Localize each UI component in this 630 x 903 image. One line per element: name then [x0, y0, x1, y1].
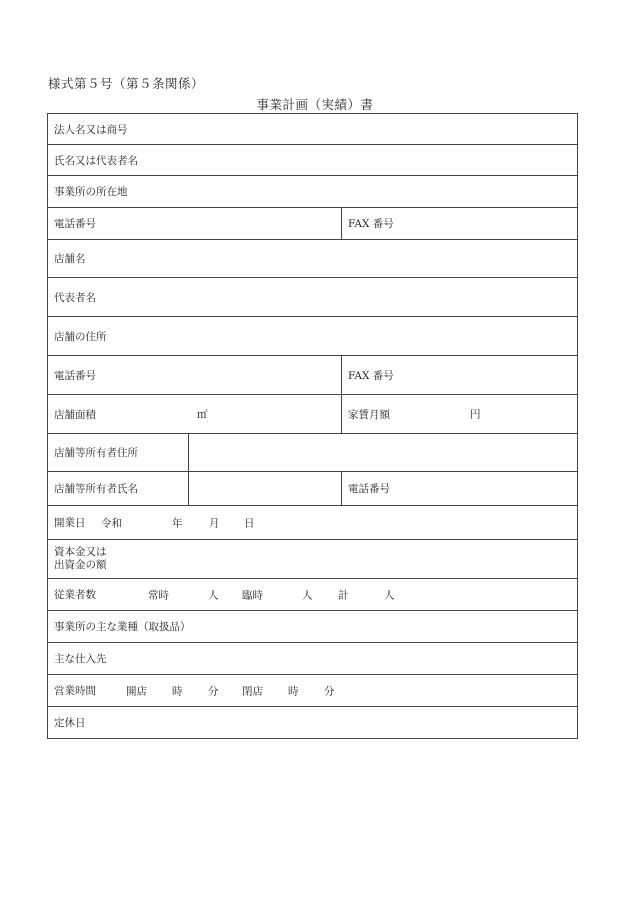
- holiday-field[interactable]: [48, 707, 578, 739]
- rent-unit-label: 円: [470, 408, 481, 421]
- row-suppliers: [48, 643, 578, 675]
- day-unit-label: 日: [244, 517, 255, 529]
- suppliers-field[interactable]: [48, 643, 578, 675]
- regular-person-unit: 人: [208, 589, 219, 601]
- business-hours-field[interactable]: [48, 675, 578, 707]
- row-store-representative: [48, 278, 578, 317]
- era-label: 令和: [101, 517, 122, 529]
- employees-label: 従業者数: [54, 589, 96, 601]
- corporate-name-label: 法人名又は商号: [54, 123, 128, 136]
- rent-field[interactable]: [342, 395, 578, 434]
- owner-name-label: 店舗等所有者氏名: [54, 483, 138, 495]
- temporary-person-unit: 人: [302, 589, 313, 601]
- open-minute-unit: 分: [208, 685, 219, 697]
- office-address-field[interactable]: [48, 176, 578, 208]
- close-label: 閉店: [242, 685, 263, 697]
- representative-name-label: 氏名又は代表者名: [54, 154, 138, 167]
- capital-field[interactable]: [48, 540, 578, 579]
- rent-label: 家賃月額: [348, 408, 390, 421]
- opening-date-label: 開業日: [54, 517, 86, 529]
- holiday-label: 定休日: [54, 717, 86, 729]
- office-fax-field[interactable]: [342, 208, 578, 240]
- corporate-name-field[interactable]: [48, 114, 578, 145]
- row-office-address: [48, 176, 578, 208]
- open-label: 開店: [126, 685, 147, 697]
- store-area-field[interactable]: [48, 395, 342, 434]
- owner-address-label-cell: [48, 434, 189, 472]
- area-unit-label: ㎡: [197, 408, 208, 421]
- close-hour-unit: 時: [288, 685, 299, 697]
- row-owner-address: [48, 434, 578, 472]
- store-fax-field[interactable]: [342, 356, 578, 395]
- opening-date-field[interactable]: [48, 506, 578, 540]
- total-person-unit: 人: [384, 589, 395, 601]
- row-opening-date: [48, 506, 578, 540]
- row-business-type: [48, 611, 578, 643]
- document-title: 事業計画（実績）書: [256, 97, 374, 112]
- row-business-hours: [48, 675, 578, 707]
- row-store-address: [48, 317, 578, 356]
- store-address-field[interactable]: [48, 317, 578, 356]
- row-office-contact: [48, 208, 578, 240]
- store-fax-label: FAX 番号: [348, 369, 394, 382]
- capital-label-line2: 出資金の額: [54, 559, 107, 571]
- employees-field[interactable]: [48, 579, 578, 611]
- row-area-rent: [48, 395, 578, 434]
- form-number: 様式第５号（第５条関係）: [48, 76, 205, 91]
- store-representative-field[interactable]: [48, 278, 578, 317]
- row-employees: [48, 579, 578, 611]
- store-area-label: 店舗面積: [54, 408, 96, 421]
- capital-label-line1: 資本金又は: [54, 546, 107, 558]
- owner-address-label: 店舗等所有者住所: [54, 447, 138, 459]
- office-phone-label: 電話番号: [54, 218, 96, 230]
- office-phone-field[interactable]: [48, 208, 342, 240]
- store-phone-field[interactable]: [48, 356, 342, 395]
- row-store-contact: [48, 356, 578, 395]
- representative-name-field[interactable]: [48, 145, 578, 176]
- suppliers-label: 主な仕入先: [54, 653, 107, 665]
- row-store-name: [48, 240, 578, 278]
- row-owner-name: [48, 472, 578, 506]
- business-type-label: 事業所の主な業種（取扱品）: [54, 621, 191, 633]
- open-hour-unit: 時: [172, 685, 183, 697]
- store-address-label: 店舗の住所: [54, 330, 107, 343]
- close-minute-unit: 分: [324, 685, 335, 697]
- business-plan-form: [47, 113, 578, 739]
- regular-label: 常時: [148, 589, 169, 601]
- year-unit-label: 年: [172, 517, 183, 529]
- temporary-label: 臨時: [242, 589, 263, 601]
- store-representative-label: 代表者名: [54, 291, 96, 304]
- row-holiday: [48, 707, 578, 739]
- total-label: 計: [338, 589, 349, 601]
- store-name-field[interactable]: [48, 240, 578, 278]
- row-representative-name: [48, 145, 578, 176]
- row-corporate-name: [48, 114, 578, 145]
- store-phone-label: 電話番号: [54, 369, 96, 382]
- owner-phone-label: 電話番号: [348, 483, 390, 495]
- owner-address-input[interactable]: [189, 434, 578, 472]
- row-capital: [48, 540, 578, 579]
- store-name-label: 店舗名: [54, 253, 86, 265]
- owner-name-input[interactable]: [189, 472, 342, 506]
- business-hours-label: 営業時間: [54, 685, 96, 697]
- owner-name-label-cell: [48, 472, 189, 506]
- office-fax-label: FAX 番号: [348, 218, 394, 230]
- office-address-label: 事業所の所在地: [54, 186, 128, 198]
- owner-phone-field[interactable]: [342, 472, 578, 506]
- business-type-field[interactable]: [48, 611, 578, 643]
- month-unit-label: 月: [209, 517, 220, 529]
